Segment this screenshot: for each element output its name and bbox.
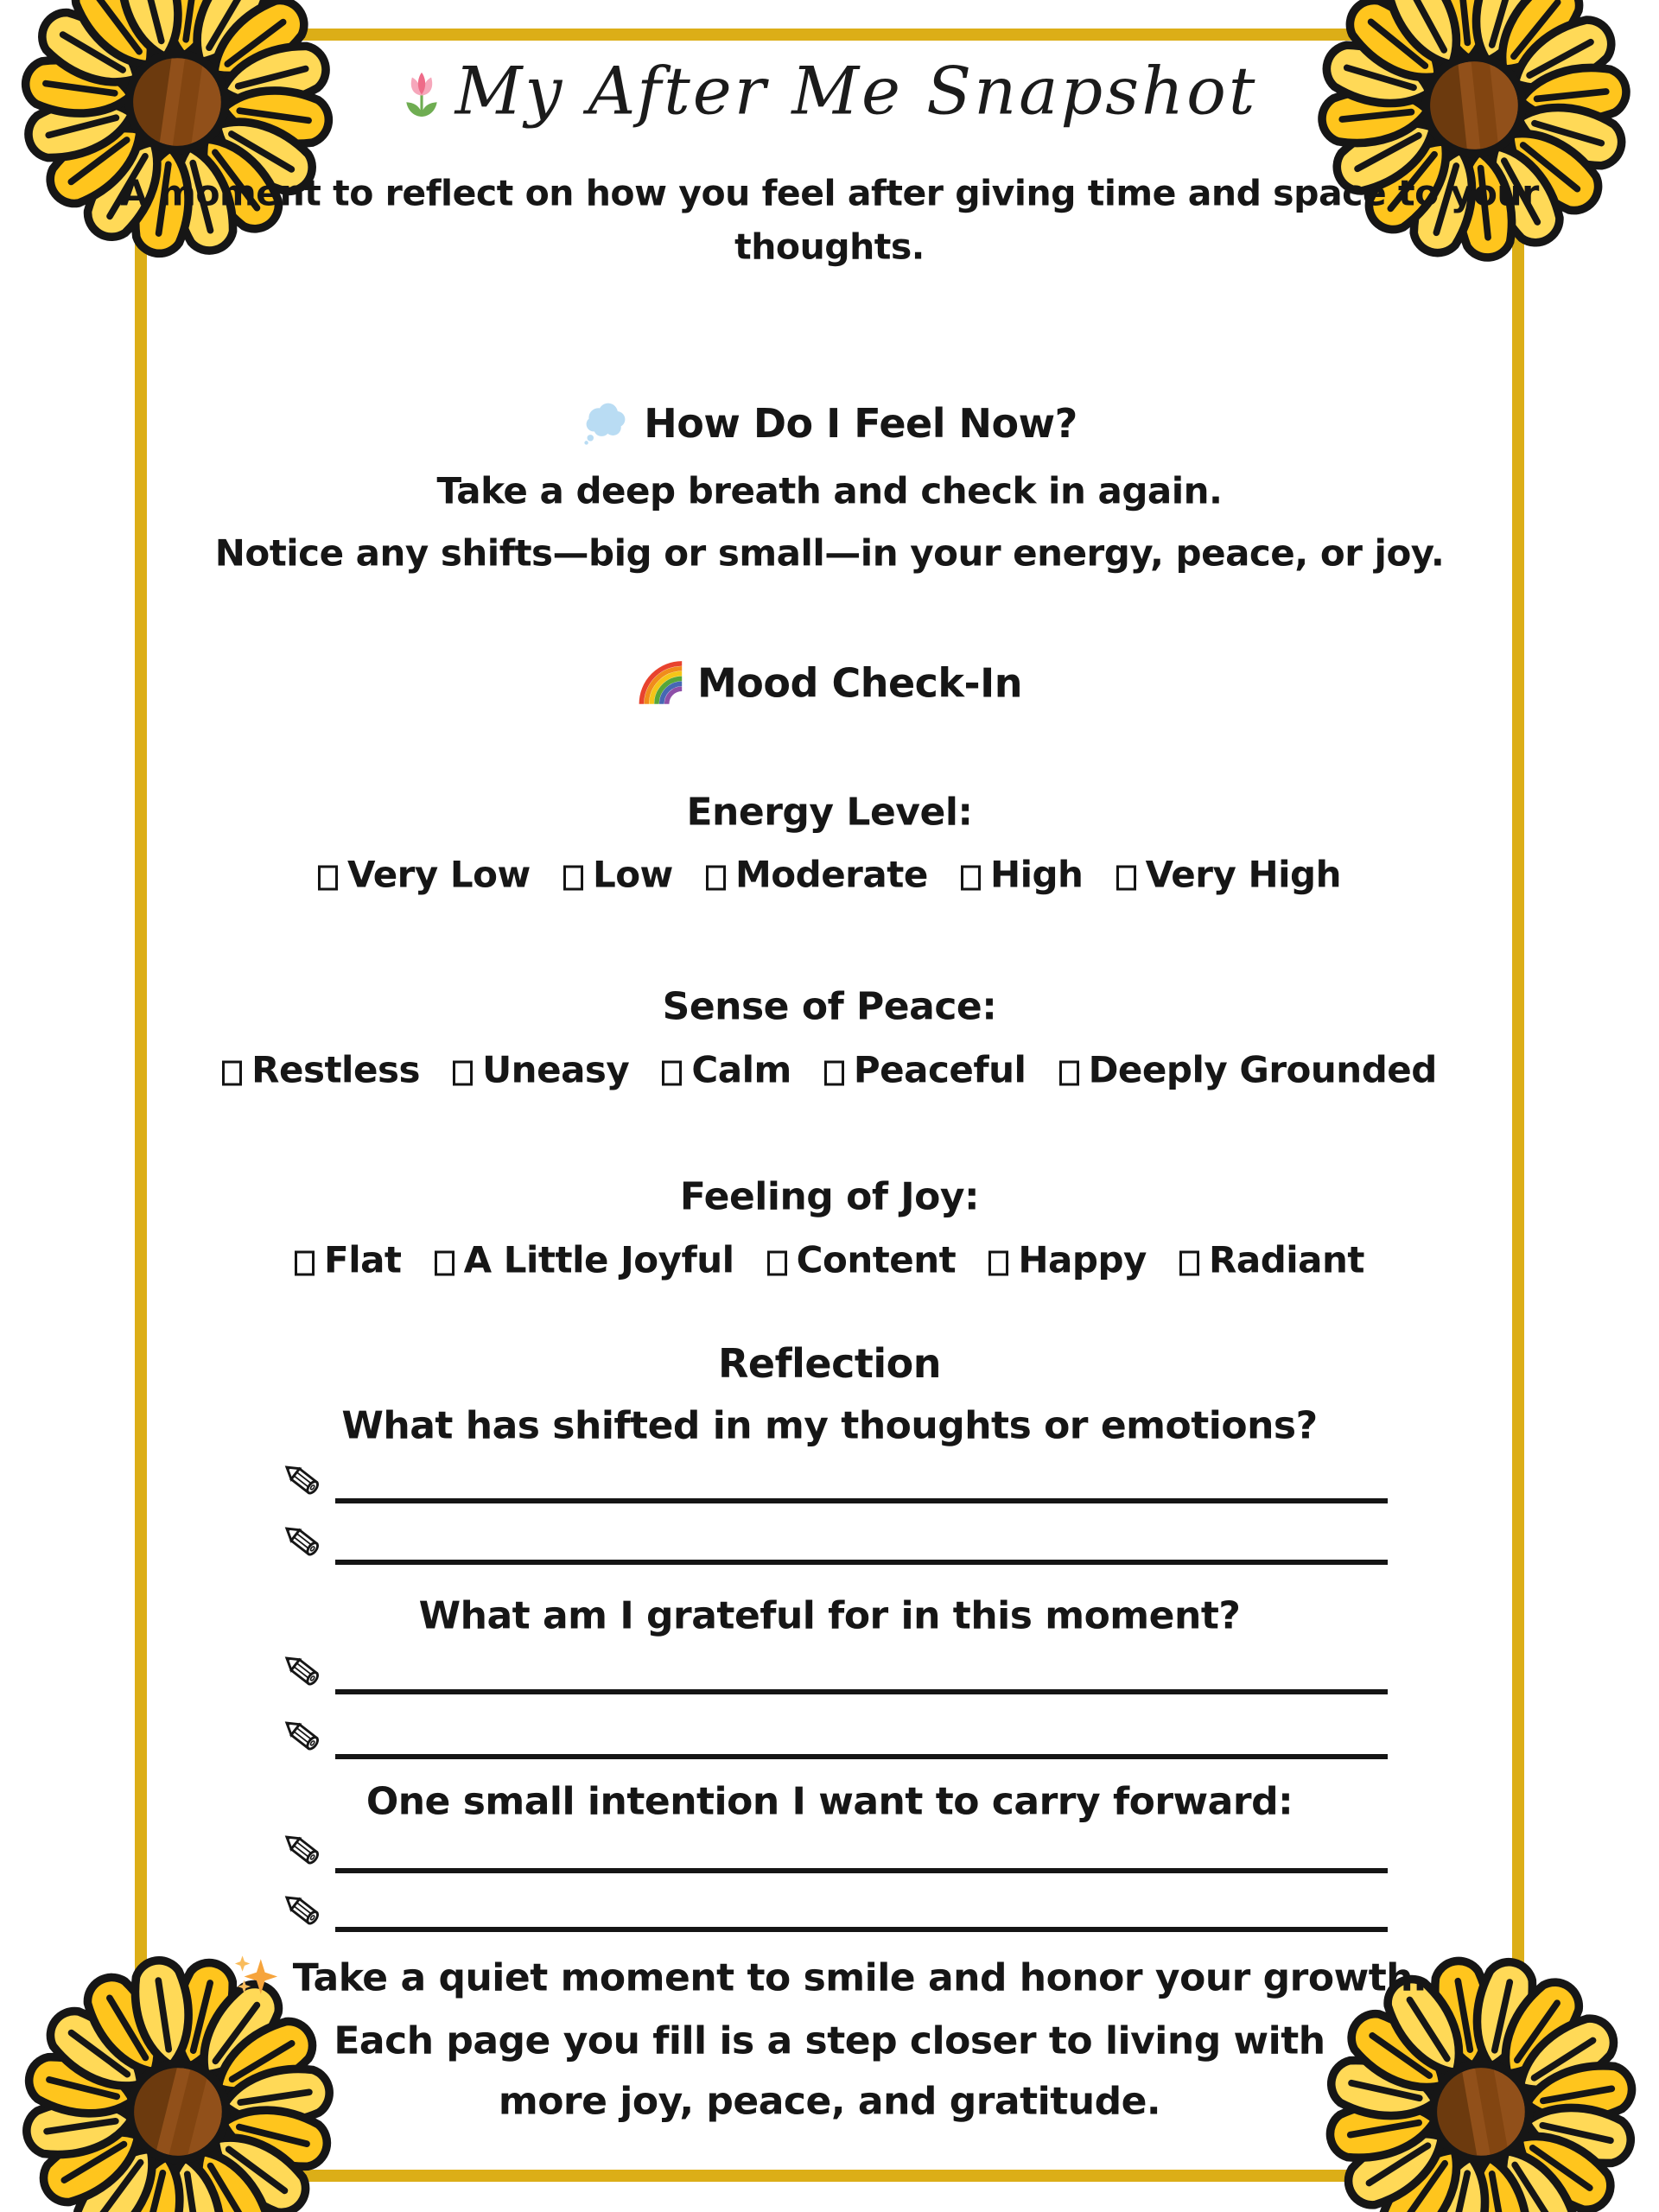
feel-now-heading: How Do I Feel Now? (0, 400, 1659, 455)
reflection-q3: One small intention I want to carry forward: (365, 1779, 1294, 1824)
rainbow-icon (637, 659, 683, 715)
intro-text: A moment to reflect on how you feel after giving time and space to your thoughts. (120, 172, 1539, 267)
option-deeply-grounded: Deeply Grounded (1059, 1049, 1437, 1091)
checkbox[interactable] (767, 1251, 787, 1276)
pencil-icon (276, 1823, 330, 1877)
checkbox[interactable] (435, 1251, 454, 1276)
option-restless: Restless (222, 1049, 420, 1091)
thought-balloon-icon (582, 401, 630, 455)
answer-line[interactable] (335, 1868, 1388, 1873)
reflection-heading: Reflection (718, 1340, 941, 1387)
checkbox[interactable] (563, 866, 583, 891)
checkbox[interactable] (706, 866, 726, 891)
pencil-icon (276, 1453, 330, 1507)
answer-line[interactable] (335, 1560, 1388, 1565)
checkbox[interactable] (1059, 1061, 1079, 1086)
pencil-icon (276, 1709, 330, 1763)
closing-line2: Each page you fill is a step closer to living with (334, 2018, 1325, 2063)
option-radiant: Radiant (1179, 1239, 1364, 1281)
sense-of-peace-options (0, 1049, 1659, 1091)
feeling-of-joy-label: Feeling of Joy: (679, 1174, 980, 1219)
option-peaceful: Peaceful (824, 1049, 1027, 1091)
checkbox[interactable] (318, 866, 338, 891)
answer-line[interactable] (335, 1927, 1388, 1932)
option-a-little-joyful: A Little Joyful (435, 1239, 734, 1281)
reflection-q2: What am I grateful for in this moment? (418, 1593, 1241, 1638)
closing-line3: more joy, peace, and gratitude. (498, 2079, 1161, 2124)
page-title-text: My After Me Snapshot (454, 52, 1258, 130)
checkbox[interactable] (988, 1251, 1008, 1276)
answer-line[interactable] (335, 1754, 1388, 1759)
pencil-icon (276, 1884, 330, 1937)
option-very-low: Very Low (318, 854, 531, 896)
option-flat: Flat (295, 1239, 402, 1281)
mood-heading: Mood Check-In (0, 659, 1659, 715)
option-low: Low (563, 854, 673, 896)
checkbox[interactable] (295, 1251, 315, 1276)
answer-line[interactable] (335, 1689, 1388, 1694)
border-frame (135, 29, 1524, 2182)
checkbox[interactable] (662, 1061, 682, 1086)
energy-level-label: Energy Level: (686, 790, 973, 835)
checkbox[interactable] (1116, 866, 1136, 891)
sense-of-peace-label: Sense of Peace: (662, 984, 997, 1029)
pencil-icon (276, 1515, 330, 1568)
feel-now-line2: Notice any shifts—big or small—in your energy, peace, or joy. (214, 531, 1445, 575)
option-very-high: Very High (1116, 854, 1341, 896)
answer-line[interactable] (335, 1498, 1388, 1503)
sparkles-icon (232, 1953, 279, 2009)
page-title (0, 53, 1659, 130)
reflection-q1: What has shifted in my thoughts or emotions? (341, 1403, 1318, 1448)
checkbox[interactable] (824, 1061, 844, 1086)
checkbox[interactable] (453, 1061, 473, 1086)
checkbox[interactable] (1179, 1251, 1199, 1276)
option-uneasy: Uneasy (453, 1049, 629, 1091)
checkbox[interactable] (222, 1061, 242, 1086)
feeling-of-joy-options (0, 1239, 1659, 1281)
tulip-icon (402, 69, 442, 126)
option-calm: Calm (662, 1049, 791, 1091)
checkbox[interactable] (961, 866, 981, 891)
option-high: High (961, 854, 1084, 896)
option-happy: Happy (988, 1239, 1147, 1281)
option-content: Content (767, 1239, 957, 1281)
energy-level-options (0, 854, 1659, 896)
feel-now-line1: Take a deep breath and check in again. (436, 469, 1223, 512)
option-moderate: Moderate (706, 854, 928, 896)
pencil-icon (276, 1644, 330, 1698)
closing-line1: Take a quiet moment to smile and honor your growth. (0, 1953, 1659, 2009)
